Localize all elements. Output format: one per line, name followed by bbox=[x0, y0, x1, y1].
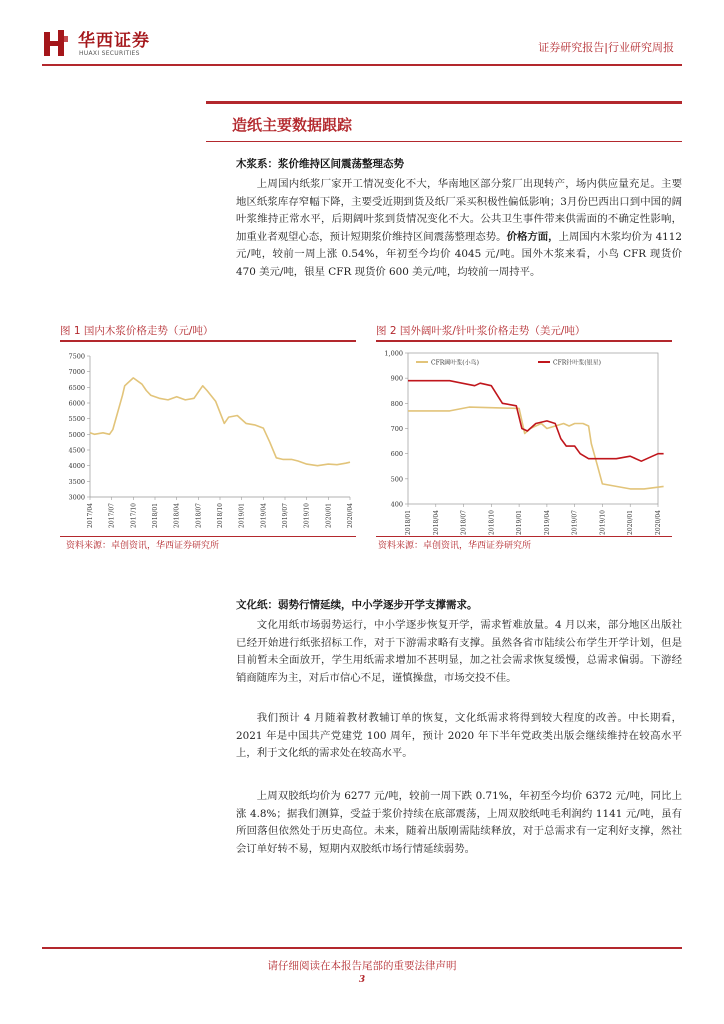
pulp-text-bold: 价格方面， bbox=[506, 230, 559, 243]
section-top-rule bbox=[206, 101, 682, 104]
x-tick-label: 2017/07 bbox=[108, 503, 116, 528]
legend-label-2: CFR针叶浆(银星) bbox=[553, 359, 601, 367]
y-tick-label: 7000 bbox=[68, 368, 85, 377]
figure1-source: 资料来源：卓创资讯，华西证券研究所 bbox=[66, 541, 220, 551]
y-tick-label: 7500 bbox=[68, 352, 85, 361]
figure1-source-rule bbox=[60, 536, 356, 537]
series-line-2 bbox=[408, 381, 664, 462]
y-tick-label: 3500 bbox=[68, 477, 85, 486]
header-divider bbox=[42, 64, 682, 66]
legal-notice: 请仔细阅读在本报告尾部的重要法律声明 bbox=[267, 960, 457, 972]
section-title-block bbox=[206, 101, 682, 142]
figure2-source: 资料来源：卓创资讯，华西证券研究所 bbox=[378, 541, 532, 551]
y-tick-label: 500 bbox=[390, 475, 403, 484]
x-tick-label: 2019/04 bbox=[260, 503, 268, 528]
y-tick-label: 900 bbox=[390, 374, 403, 383]
figure2-source-rule bbox=[376, 536, 672, 537]
figure2-rule bbox=[376, 340, 672, 342]
y-tick-label: 3000 bbox=[68, 493, 85, 502]
x-tick-label: 2017/10 bbox=[130, 503, 138, 528]
legend-label-1: CFR阔叶浆(小鸟) bbox=[431, 359, 479, 367]
plot-frame bbox=[408, 353, 658, 504]
x-tick-label: 2018/10 bbox=[488, 510, 496, 535]
figure2-chart bbox=[376, 344, 672, 536]
footer-divider bbox=[42, 947, 682, 949]
x-tick-label: 2019/01 bbox=[516, 510, 524, 535]
y-tick-label: 800 bbox=[390, 399, 403, 408]
x-tick-label: 2019/10 bbox=[303, 503, 311, 528]
y-tick-label: 1,000 bbox=[384, 349, 403, 358]
x-tick-label: 2019/07 bbox=[282, 503, 289, 528]
figure2-title: 图 2 国外阔叶浆/针叶浆价格走势（美元/吨） bbox=[376, 325, 586, 337]
x-tick-label: 2018/04 bbox=[173, 503, 181, 528]
x-tick-label: 2018/04 bbox=[432, 510, 440, 535]
culture-paragraph-2: 我们预计 4 月随着教材教辅订单的恢复，文化纸需求将得到较大程度的改善。中长期看，2021 年是中国共产党建党 100 周年，预计 2020 年下半年党政类出版会继续维持在较高水平上，利于文化纸的需求处在较高水平。 bbox=[236, 712, 682, 760]
culture-paragraph-1: 文化用纸市场弱势运行，中小学逐步恢复开学，需求暂难放量。4 月以来，部分地区出版社已经开始进行纸张招标工作，对于下游需求略有支撑。虽然各省市陆续公布学生开学计划，但是目前暂未全面放开，学生用纸需求增加不甚明显，加之社会需求恢复缓慢，总需求偏弱。下游经销商随库为主，对后市信心不足，谨慎操盘，市场交投不佳。 bbox=[236, 619, 682, 684]
report-type: 证券研究报告|行业研究周报 bbox=[538, 41, 674, 54]
x-tick-label: 2019/10 bbox=[599, 510, 607, 535]
series-line-1 bbox=[90, 378, 350, 466]
series-line-1 bbox=[408, 407, 664, 489]
x-tick-label: 2018/10 bbox=[217, 503, 224, 528]
section-bottom-rule bbox=[206, 141, 682, 142]
y-tick-label: 700 bbox=[390, 425, 403, 433]
x-tick-label: 2020/04 bbox=[655, 510, 662, 535]
y-tick-label: 4000 bbox=[68, 462, 85, 471]
x-tick-label: 2020/01 bbox=[325, 503, 333, 528]
figure1-chart bbox=[60, 344, 356, 536]
huaxi-logo-icon bbox=[42, 28, 70, 58]
pulp-paragraph bbox=[236, 176, 682, 282]
logo-text: 华西证券 bbox=[78, 31, 150, 51]
page-number: 3 bbox=[358, 975, 366, 985]
x-tick-label: 2018/07 bbox=[195, 503, 203, 528]
x-tick-label: 2018/01 bbox=[405, 510, 412, 535]
section-title: 造纸主要数据跟踪 bbox=[232, 116, 353, 134]
culture-heading: 文化纸：弱势行情延续，中小学逐步开学支撑需求。 bbox=[236, 599, 478, 611]
x-tick-label: 2020/01 bbox=[627, 510, 635, 535]
y-tick-label: 600 bbox=[390, 450, 403, 459]
pulp-text-b: 上周国内木浆均价为 4112 元/吨，较前一周上涨 0.54%，年初至今均价 4045 元/吨。国外木浆来看，小鸟 CFR 现货价 470 美元/吨，银星 CFR 现货价 600 美元/吨，均较前一周持平。 bbox=[236, 230, 683, 278]
x-tick-label: 2019/04 bbox=[543, 510, 551, 535]
logo-subtext: HUAXI SECURITIES bbox=[79, 50, 140, 57]
pulp-heading: 木浆系：浆价维持区间震荡整理态势 bbox=[236, 158, 404, 170]
figure1-rule bbox=[60, 340, 356, 342]
x-tick-label: 2019/07 bbox=[571, 510, 579, 535]
x-tick-label: 2018/07 bbox=[460, 510, 468, 535]
y-tick-label: 6000 bbox=[68, 399, 85, 408]
x-tick-label: 2019/01 bbox=[238, 503, 246, 528]
figure1-title: 图 1 国内木浆价格走势（元/吨） bbox=[60, 325, 214, 337]
pulp-text-a: 上周国内纸浆厂家开工情况变化不大，华南地区部分浆厂出现转产，场内供应量充足。主要地区纸浆库存窄幅下降，主要受近期到货及纸厂采买积极性偏低影响；3月份巴西出口到中国的阔叶浆维持正常水平，后期阔叶浆到货情况变化不大。公共卫生事件带来供需面的不确定性影响，加重业者观望心态，预计短期浆价维持区间震荡整理态势。 bbox=[236, 178, 682, 243]
x-tick-label: 2018/01 bbox=[152, 503, 159, 528]
culture-paragraph-3: 上周双胶纸均价为 6277 元/吨，较前一周下跌 0.71%，年初至今均价 6372 元/吨，同比上涨 4.8%；据我们测算，受益于浆价持续在底部震荡，上周双胶纸吨毛利润约 1141 元/吨，虽有所回落但依然处于历史高位。未来，随着出版刚需陆续释放，对于总需求有一定利好支撑，然社会订单好转不易，短期内双胶纸市场行情延续弱势。 bbox=[236, 790, 682, 855]
y-tick-label: 400 bbox=[390, 500, 403, 509]
x-tick-label: 2020/04 bbox=[347, 503, 354, 528]
x-tick-label: 2017/04 bbox=[87, 503, 94, 528]
page-header bbox=[0, 0, 724, 70]
y-tick-label: 5000 bbox=[68, 430, 85, 439]
y-tick-label: 6500 bbox=[68, 383, 85, 392]
y-tick-label: 4500 bbox=[68, 446, 85, 455]
y-tick-label: 5500 bbox=[68, 415, 85, 424]
